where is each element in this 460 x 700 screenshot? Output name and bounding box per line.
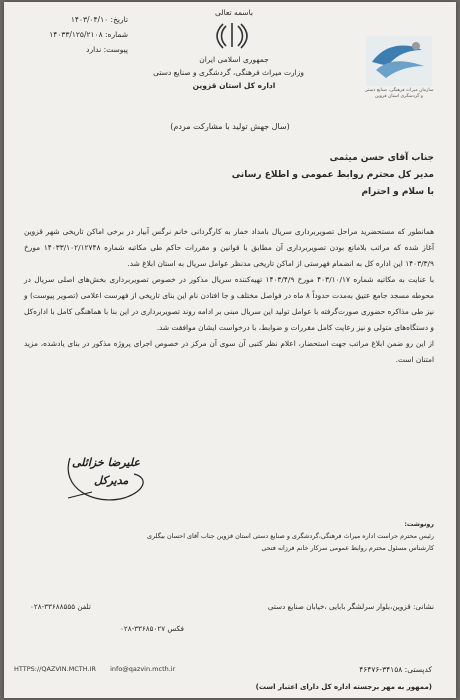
signature <box>64 448 156 508</box>
phone-value: ۰۲۸-۳۳۶۸۸۵۵۵ <box>30 602 76 611</box>
postal-value: ۳۴۱۵۸-۴۶۴۷۶ <box>359 665 403 674</box>
signer-title: مدیرکل <box>94 474 129 487</box>
addressee-title: مدیر کل محترم روابط عمومی و اطلاع رسانی <box>231 170 434 180</box>
postal-label: کدپستی <box>407 665 432 674</box>
country-name: جمهوری اسلامی ایران <box>199 55 269 64</box>
cc-label: رونوشت: <box>404 520 434 528</box>
stamp-note: (ممهور به مهر برجسته اداره کل دارای اعتبار است) <box>255 683 432 691</box>
fax-label: فکس <box>167 624 184 633</box>
phone-label: تلفن <box>77 602 91 611</box>
footer-address: نشانی: قزوین،بلوار سرلشگر بابایی ،خیابان صنایع دستی <box>267 602 434 611</box>
attachment-value: ندارد <box>86 45 102 54</box>
number-label: شماره <box>107 30 128 39</box>
ministry-name: وزارت میراث فرهنگی، گردشگری و صنایع دستی <box>153 68 304 77</box>
letter-meta: تاریخ: ۱۴۰۳/۰۴/۱۰ شماره: ۱۴۰۳۳/۱۲۵/۲۱۰۸ پیوست: ندارد <box>49 15 128 54</box>
date-value: ۱۴۰۳/۰۴/۱۰ <box>70 15 109 24</box>
office-name: اداره کل استان قزوین <box>192 81 276 90</box>
addressee-block <box>232 150 434 201</box>
body-paragraph-2: با عنایت به مکاتبه شماره ۴۰۳/۱۰/۱۷ مورخ ۱۴۰۳/۴/۹ تهیه‌کننده سریال مذکور در خصوص تصویربرداری بخش‌های اصلی سریال در محوطه مسجد جامع عتیق به‌مدت حدوداً ۸ ماه در فواصل مختلف و جا افتادن نام این بنای تاریخی از فهرست اعلامی (تصویر پیوست) و نیز طی مذاکره حضوری صورت‌گرفته با عوامل تولید این سریال مبنی بر ادامه روند تصویربرداری در این بنا با هماهنگی کامل با اداره‌کل و دستگاه‌های متولی و نیز رعایت کامل مقررات و ضوابط، با درخواست ایشان موافقت شد. <box>24 275 435 332</box>
number-value: ۱۴۰۳۳/۱۲۵/۲۱۰۸ <box>49 30 103 39</box>
letter-page <box>4 2 456 698</box>
year-slogan: (سال جهش تولید با مشارکت مردم) <box>170 122 290 131</box>
body-paragraph-1: همانطور که مستحضرید مراحل تصویربرداری سریال بامداد خمار به کارگردانی خانم نرگس آبیار در برخی اماکن تاریخی شهر قزوین آغاز شده که مراتب بلامانع بودن تصویربرداری آن مطابق با قوانین و مقررات حاکم طی مکاتبه شماره ۱۴۰۳۳/۱۰۲/۱۲۷۴۸ مورخ ۱۴۰۳/۳/۹ این اداره کل به انضمام فهرستی از اماکن تاریخی مدنظر عوامل سریال به استان ابلاغ شد. <box>24 227 435 268</box>
signer-name: علیرضا خزائلی <box>72 456 140 469</box>
ministry-logo-icon <box>366 36 432 86</box>
website-link[interactable]: HTTPS://QAZVIN.MCTH.IR <box>14 665 97 673</box>
logo-caption: سازمان میراث فرهنگی، صنایع دستی و گردشگری استان قزوین <box>364 88 434 99</box>
cc-line-1: رئیس محترم حراست اداره میراث فرهنگی،گردشگری و صنایع دستی استان قزوین جناب آقای احسان بیگلری <box>147 532 434 540</box>
iran-emblem-icon <box>214 20 250 50</box>
date-label: تاریخ <box>113 15 128 24</box>
email-link[interactable]: info@qazvin.mcth.ir <box>110 665 176 673</box>
bismillah-text: باسمه تعالی <box>215 8 253 17</box>
body-paragraph-3: از این رو ضمن ابلاغ مراتب جهت استحضار، اعلام نظر کتبی آن سوی آن مرکز در خصوص اجرای پروژه مذکور در بنای یادشده، مزید امتنان است. <box>24 339 434 364</box>
cc-line-2: کارشناس مسئول محترم روابط عمومی سرکار خانم فرزانه فتحی <box>261 544 434 552</box>
addressee-name: جناب آقای حسن میثمی <box>329 153 434 163</box>
letter-body <box>24 224 434 368</box>
postal-code: کدپستی: ۳۴۱۵۸-۴۶۴۷۶ <box>359 665 432 674</box>
greeting: با سلام و احترام <box>361 187 434 197</box>
contact-web <box>14 665 187 673</box>
attachment-label: پیوست <box>106 45 128 54</box>
footer <box>24 600 434 644</box>
cc-block <box>24 518 434 554</box>
fax-value: ۰۲۸-۳۳۶۸۵۰۲۷ <box>120 624 166 633</box>
